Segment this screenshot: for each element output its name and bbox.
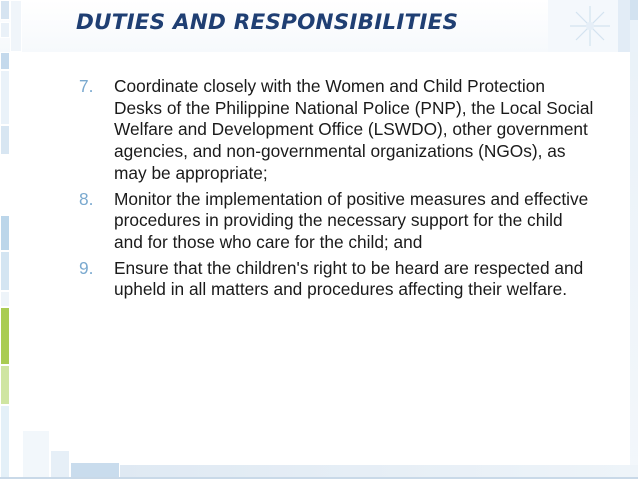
slide-title: DUTIES AND RESPONSIBILITIES: [76, 10, 459, 35]
list-item: [76, 258, 596, 301]
list-item-number: 7.: [79, 76, 94, 96]
sparkle-icon: [548, 0, 638, 52]
right-stripe: [630, 0, 638, 479]
corner-decoration: [548, 0, 638, 52]
responsibilities-list: [76, 76, 596, 305]
list-item-number: 9.: [79, 257, 94, 278]
list-item-number: 8.: [79, 188, 94, 209]
list-item-text: Coordinate closely with the Women and Child Protection Desks of the Philippine National Police (PNP), the Local Social Welfare and Development Office (LSWDO), other government agencies, and non-governmental organizations (NGOs), as may be appropriate;: [114, 76, 594, 183]
list-item: [76, 76, 596, 185]
list-item-text: Monitor the implementation of positive measures and effective procedures in providing the necessary support for the child and for those who care for the child; and: [114, 188, 589, 252]
list-item: [76, 189, 596, 254]
list-item-text: Ensure that the children's right to be heard are respected and upheld in all matters and procedures affecting their welfare.: [114, 257, 584, 300]
left-decoration: [0, 0, 68, 479]
